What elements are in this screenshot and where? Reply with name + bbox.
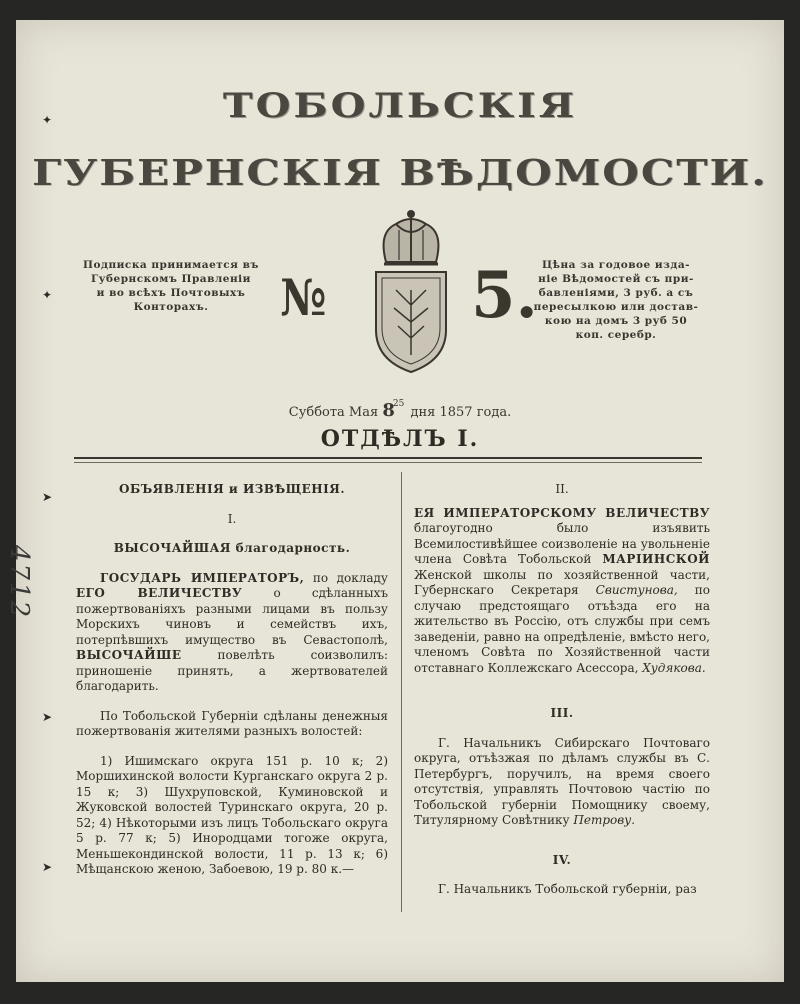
section-number: II. (555, 482, 569, 496)
column-heading: ОБЪЯВЛЕНІЯ и ИЗВѢЩЕНІЯ. (118, 482, 346, 496)
divider (74, 462, 702, 463)
price-info: Цѣна за годовое изда- ніе Вѣдомостей съ при- бавленіями, 3 руб. а съ пересылкою или достав- кою на домъ 3 руб 50 коп. серебр. (533, 259, 699, 341)
issue-number: 5. (471, 258, 538, 333)
paragraph: Г. Начальникъ Тобольской губерніи, раз (438, 882, 697, 896)
subheading: ВЫСОЧАЙШАЯ благодарность. (113, 541, 351, 555)
paragraph: ЕЯ ИМПЕРАТОРСКОМУ ВЕЛИЧЕСТВУ благоугодно было изъявить Всемилостивѣйшее соизволеніе на увольненіе члена Совѣта Тобольской МАРІИНСКОЙ Женской школы по хозяйственной части, Губернскаго Секретаря Свистунова, по случаю предстоящаго отъѣзда его на жительство въ Россію, отъ службы при семъ заведеніи, равно на опредѣленіе, вмѣсто него, членомъ Совѣта по Хозяйственной части отставнаго Коллежскаго Асессора, Худякова. (414, 505, 710, 675)
border-mark: ➤ (42, 490, 53, 504)
left-column (76, 482, 388, 878)
coat-of-arms-icon (366, 210, 456, 375)
border-mark: ➤ (42, 860, 53, 874)
column-divider (401, 472, 402, 912)
handwritten-note: 4712 (4, 545, 34, 620)
dateline: Суббота Мая $8^{25}$ дня 1857 года. (288, 399, 512, 421)
newspaper-page (4, 20, 784, 982)
border-mark: ✦ (42, 113, 53, 127)
date-day-note: 25 (392, 399, 405, 409)
section-number: IV. (552, 852, 572, 867)
section-number: III. (550, 706, 574, 720)
date-day: 8 (382, 400, 395, 421)
paragraph: Г. Начальникъ Сибирскаго Почтоваго округа, отъѣзжая по дѣламъ службы въ С. Петербургъ, поручилъ, на время своего отсутствія, управлять Почтовою частію по Тобольской губерніи Помощнику своему, Титулярному Совѣтнику Петрову. (414, 735, 710, 827)
section-number: I. (227, 511, 237, 526)
divider (74, 457, 702, 459)
masthead-title-line2: ГУБЕРНСКІЯ ВѢДОМОСТИ. (32, 151, 768, 194)
border-mark: ➤ (42, 710, 53, 724)
right-column (414, 482, 710, 898)
number-sign: № (280, 268, 327, 327)
paragraph: По Тобольской Губерніи сдѣланы денежныя пожертвованія жителями разныхъ волостей: (76, 708, 388, 738)
masthead-title-line1: ТОБОЛЬСКІЯ (222, 85, 578, 126)
paragraph: ГОСУДАРЬ ИМПЕРАТОРЪ, по докладу ЕГО ВЕЛИЧЕСТВУ о сдѣланныхъ пожертвованіяхъ разными лицами въ пользу Морскихъ чиновъ и семействъ ихъ, потерпѣвшихъ имущество въ Севастополѣ, ВЫСОЧАЙШЕ повелѣть соизволилъ: приношеніе принять, а жертвователей благодарить. (76, 570, 388, 693)
paragraph: 1) Ишимскаго округа 151 р. 10 к; 2) Моршихинской волости Курганскаго округа 2 р. 15 к; 3) Шухруповской, Куминовской и Жуковской волостей Туринскаго округа, 20 р. 52; 4) Нѣкоторыми изъ лицъ Тобольскаго округа 5 р. 77 к; 5) Инородцами тогоже округа, Меньшекондинской волости, 11 р. 13 к; 6) Мѣщанскою женою, Забоевою, 19 р. 80 к.— (76, 753, 388, 876)
border-mark: ✦ (42, 288, 53, 302)
section-title: ОТДѢЛЪ I. (320, 426, 480, 452)
subscription-info: Подписка принимается въ Губернскомъ Правленіи и во всѣхъ Почтовыхъ Конторахъ. (83, 259, 259, 313)
